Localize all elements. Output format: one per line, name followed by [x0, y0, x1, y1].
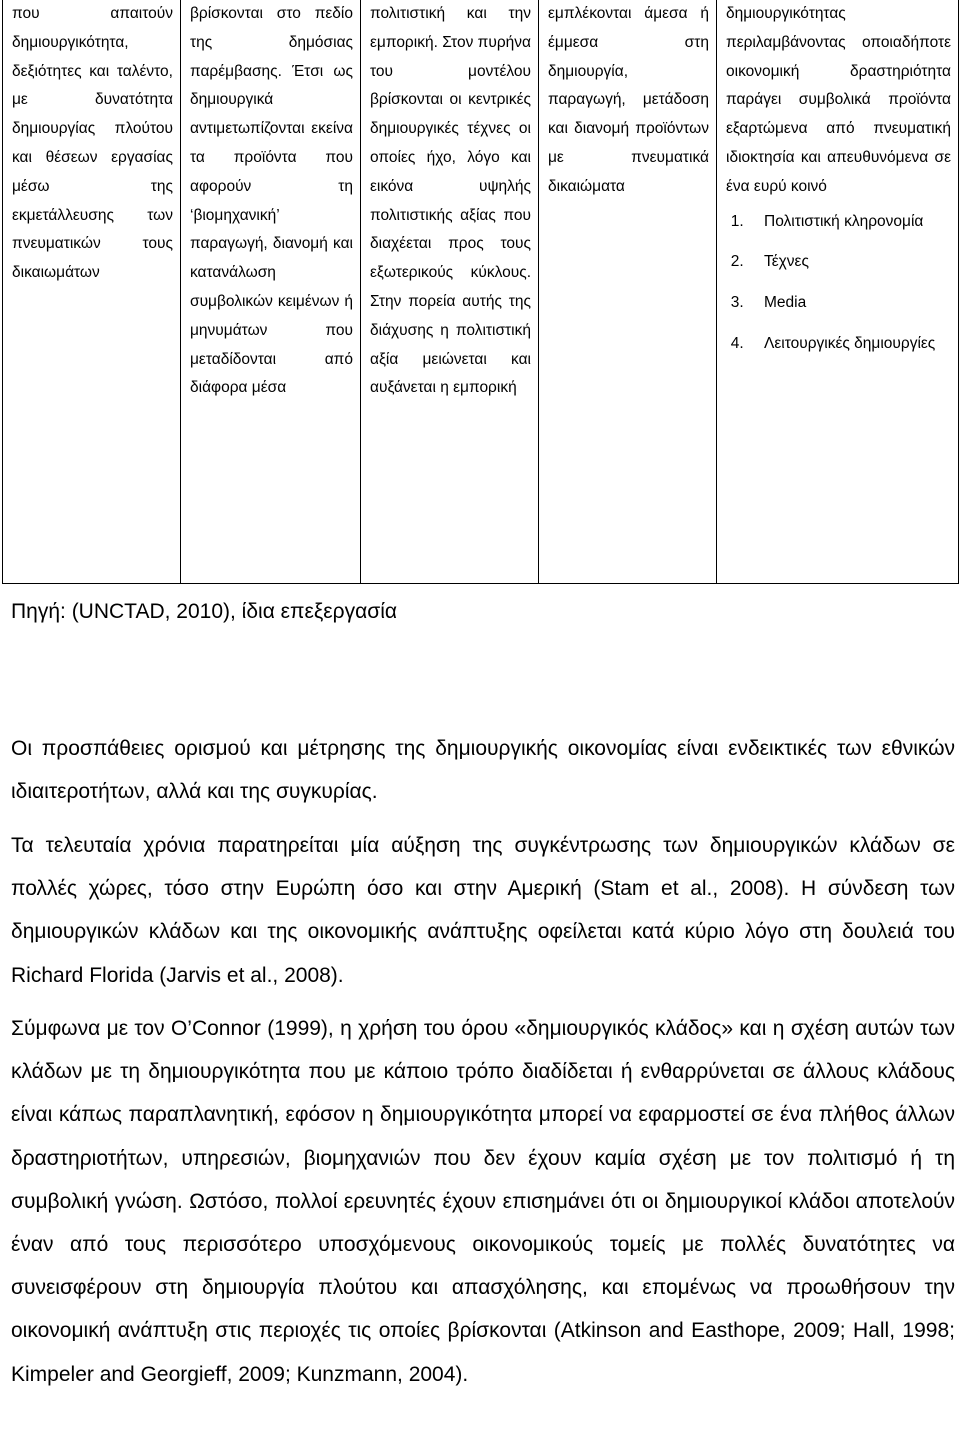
table-cell-col1: [3, 0, 181, 584]
table-cell-col3: [361, 0, 539, 584]
list-item: 2. Τέχνες: [748, 248, 951, 277]
table-cell-col5: [717, 0, 959, 584]
table-row: [3, 0, 959, 584]
cell-text: βρίσκονται στο πεδίο της δημόσιας παρέμβασης. Έτσι ως δημιουργικά αντιμετωπίζονται εκείνα τα προϊόντα που αφορούν τη ‘βιομηχανική’ παραγωγή, διανομή και κατανάλωση συμβολικών κειμένων ή μηνυμάτων που μεταδίδονται από διάφορα μέσα: [190, 5, 353, 397]
paragraph-1: Οι προσπάθειες ορισμού και μέτρησης της δημιουργικής οικονομίας είναι ενδεικτικές των εθνικών ιδιαιτεροτήτων, αλλά και της συγκυρίας.: [11, 737, 955, 804]
list-item: 1. Πολιτιστική κληρονομία: [748, 208, 951, 237]
paragraph-2: Τα τελευταία χρόνια παρατηρείται μία αύξηση της συγκέντρωσης των δημιουργικών κλάδων σε πολλές χώρες, τόσο στην Ευρώπη όσο και στην Αμερική (Stam et al., 2008). Η σύνδεση των δημιουργικών κλάδων και της οικονομικής ανάπτυξης οφείλεται κατά κύριο λόγο στη δουλειά του Richard Florida (Jarvis et al., 2008).: [11, 834, 955, 987]
cell-text: που απαιτούν δημιουργικότητα, δεξιότητες και ταλέντο, με δυνατότητα δημιουργίας πλούτου και θέσεων εργασίας μέσω της εκμετάλλευσης των πνευματικών τους δικαιωμάτων: [12, 5, 173, 282]
cell-text: εμπλέκονται άμεσα ή έμμεσα στη δημιουργία, παραγωγή, μετάδοση και διανομή προϊόντων με πνευματικά δικαιώματα: [548, 5, 709, 195]
table-cell-col4: [539, 0, 717, 584]
cell-text: δημιουργικότητας περιλαμβάνοντας οποιαδήποτε οικονομική δραστηριότητα παράγει συμβολικά προϊόντα εξαρτώμενα από πνευματική ιδιοκτησία και απευθυνόμενα σε ένα ευρύ κοινό: [726, 5, 951, 195]
source-caption: Πηγή: (UNCTAD, 2010), ίδια επεξεργασία: [11, 600, 397, 623]
category-list: [726, 208, 951, 359]
list-item: 4. Λειτουργικές δημιουργίες: [748, 330, 951, 359]
paragraph-3: Σύμφωνα με τον O’Connor (1999), η χρήση του όρου «δημιουργικός κλάδος» και η σχέση αυτών των κλάδων με τη δημιουργικότητα που με κάποιο τρόπο διαδίδεται ή ενθαρρύνεται σε άλλους κλάδους είναι κάπως παραπλανητική, εφόσον η δημιουργικότητα μπορεί να εφαρμοστεί σε ένα πλήθος άλλων δραστηριοτήτων, υπηρεσιών, βιομηχανιών που δεν έχουν καμία σχέση με τον πολιτισμό ή τη συμβολική γνώση. Ωστόσο, πολλοί ερευνητές έχουν επισημάνει ότι οι δημιουργικοί κλάδοι αποτελούν έναν από τους περισσότερο υποσχόμενους οικονομικούς τομείς με πολλές δυνατότητες να συνεισφέρουν στη δημιουργία πλούτου και απασχόλησης, και επομένως να προωθήσουν την οικονομική ανάπτυξη στις περιοχές τις οποίες βρίσκονται (Atkinson and Easthope, 2009; Hall, 1998; Kimpeler and Georgieff, 2009; Kunzmann, 2004).: [11, 1017, 955, 1386]
list-item: 3. Media: [748, 289, 951, 318]
table-cell-col2: [181, 0, 361, 584]
definitions-table: [2, 0, 959, 584]
cell-text: πολιτιστική και την εμπορική. Στον πυρήνα του μοντέλου βρίσκονται οι κεντρικές δημιουργικές τέχνες οι οποίες ήχο, λόγο και εικόνα υψηλής πολιτιστικής αξίας που διαχέεται προς τους εξωτερικούς κύκλους. Στην πορεία αυτής της διάχυσης η πολιτιστική αξία μειώνεται και αυξάνεται η εμπορική: [370, 5, 531, 397]
